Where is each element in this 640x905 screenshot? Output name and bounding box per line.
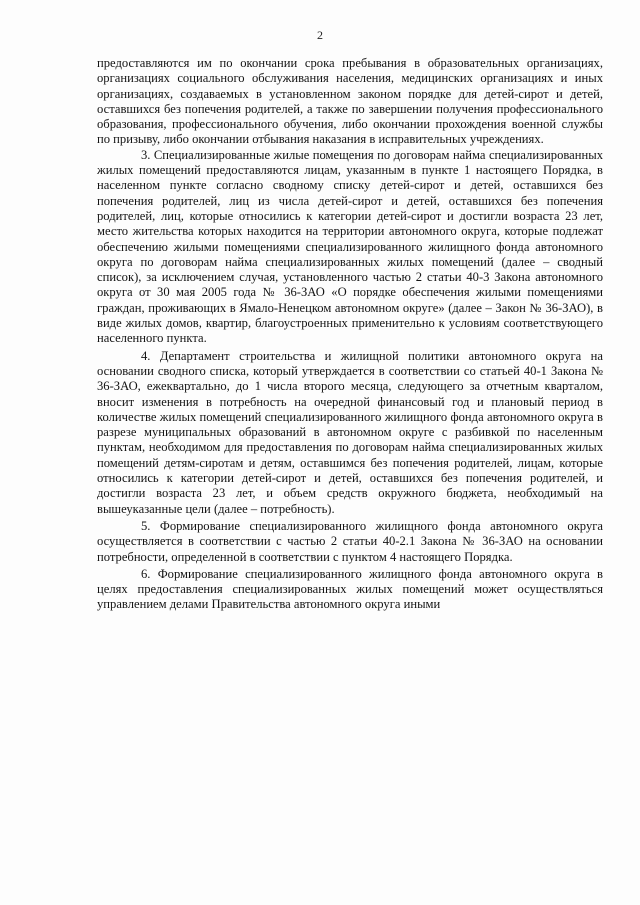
- paragraph-4: 4. Департамент строительства и жилищной политики автономного округа на основании сводного списка, который утверждается в соответствии со статьей 40-1 Закона № 36-ЗАО, ежеквартально, до 1 числа второго месяца, следующего за отчетным кварталом, вносит изменения в потребность на очередной финансовый год и плановый период в количестве жилых помещений специализированного жилищного фонда автономного округа в разрезе муниципальных образований в автономном округе с разбивкой по населенным пунктам, необходимом для предоставления по договорам найма специализированных жилых помещений детям-сиротам и детям, оставшимся без попечения родителей, лицам, которые относились к категории детей-сирот и детей, оставшихся без попечения родителей, и достигли возраста 23 лет, и объем средств окружного бюджета, необходимый на вышеуказанные цели (далее – потребность).: [97, 348, 603, 516]
- paragraph-5: 5. Формирование специализированного жилищного фонда автономного округа осуществляется в соответствии с частью 2 статьи 40-2.1 Закона № 36-ЗАО на основании потребности, определенной в соответствии с пунктом 4 настоящего Порядка.: [97, 518, 603, 564]
- page-number: 2: [317, 28, 323, 42]
- paragraph-continuation: предоставляются им по окончании срока пребывания в образовательных организациях, организациях социального обслуживания населения, медицинских организациях и иных организациях, создаваемых в установленном законом порядке для детей-сирот и детей, оставшихся без попечения родителей, а также по завершении получения профессионального образования, профессионального обучения, либо окончании прохождения военной службы по призыву, либо окончании отбывания наказания в исправительных учреждениях.: [97, 56, 603, 147]
- paragraph-3: 3. Специализированные жилые помещения по договорам найма специализированных жилых помещений предоставляются лицам, указанным в пункте 1 настоящего Порядка, в населенном пункте согласно сводному списку детей-сирот и детей, оставшихся без попечения родителей, лиц из числа детей-сирот и детей, оставшихся без попечения родителей, лиц, которые относились к категории детей-сирот и достигли возраста 23 лет, место жительства которых находится на территории автономного округа, которые подлежат обеспечению жилыми помещениями специализированного жилищного фонда автономного округа по договорам найма специализированных жилых помещений (далее – сводный список), за исключением случая, установленного частью 2 статьи 40-3 Закона автономного округа от 30 мая 2005 года № 36-ЗАО «О порядке обеспечения жилыми помещениями граждан, проживающих в Ямало-Ненецком автономном округе» (далее – Закон № 36-ЗАО), в виде жилых домов, квартир, благоустроенных применительно к условиям соответствующего населенного пункта.: [97, 147, 603, 346]
- document-body: [97, 56, 603, 613]
- paragraph-6: 6. Формирование специализированного жилищного фонда автономного округа в целях предоставления специализированных жилых помещений может осуществляться управлением делами Правительства автономного округа иными: [97, 566, 603, 612]
